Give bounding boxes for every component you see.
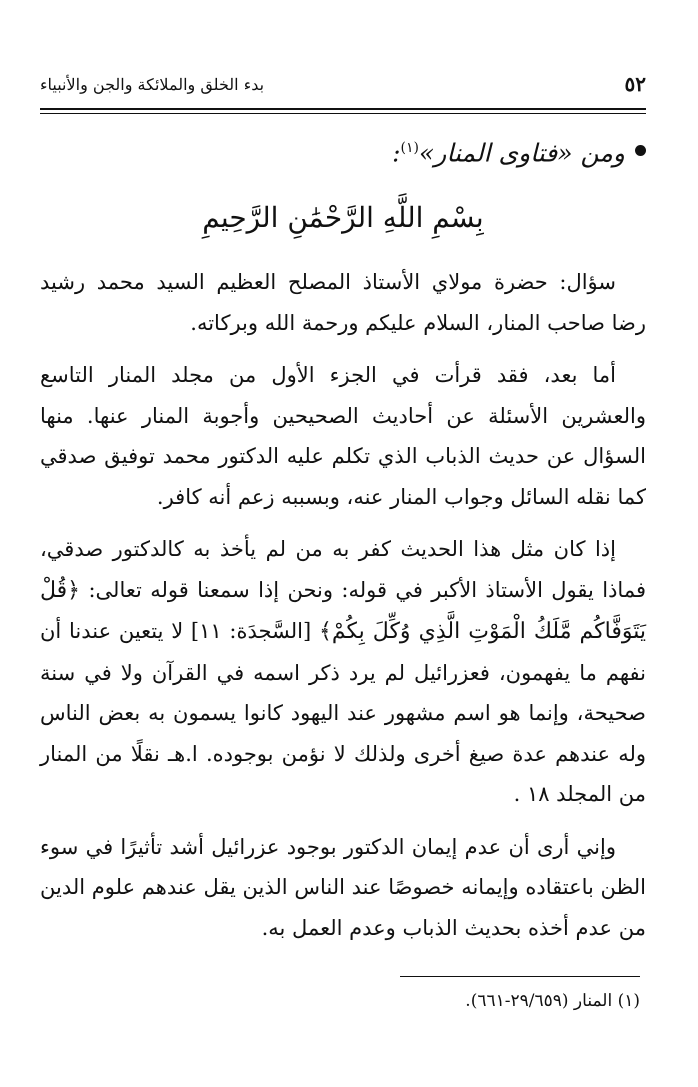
section-heading xyxy=(40,128,646,173)
page-number: ٥٢ xyxy=(624,72,646,96)
basmala: بِسْمِ اللَّهِ الرَّحْمَٰنِ الرَّحِيمِ xyxy=(202,201,484,234)
body-text xyxy=(40,262,646,948)
footnote: (١) المنار (٢٩/٦٥٩-٦٦١). xyxy=(465,991,640,1011)
footnote-rule xyxy=(400,976,640,977)
page-header xyxy=(40,64,646,104)
running-title: بدء الخلق والملائكة والجن والأنبياء xyxy=(40,74,265,94)
paragraph-question: سؤال: حضرة مولاي الأستاذ المصلح العظيم السيد محمد رشيد رضا صاحب المنار، السلام عليكم ورحمة الله وبركاته. xyxy=(40,270,646,335)
paragraph-conclusion: وإني أرى أن عدم إيمان الدكتور بوجود عزرائيل أشد تأثيرًا في سوء الظن باعتقاده وإيمانه خصوصًا عند الناس الذين يقل عندهم علوم الدين من عدم أخذه بحديث الذباب وعدم العمل به. xyxy=(40,834,646,940)
section-heading-text: ومن «فتاوى المنار» xyxy=(419,138,625,168)
paragraph-context: أما بعد، فقد قرأت في الجزء الأول من مجلد المنار التاسع والعشرين الأسئلة عن أحاديث الصحيحين وأجوبة المنار عنها. منها السؤال عن حديث الذباب الذي تكلم عليه الدكتور محمد توفيق صدقي كما نقله السائل وجواب المنار عنه، وبسببه زعم أنه كافر. xyxy=(40,363,646,509)
header-rule xyxy=(40,108,646,110)
header-rule-thin xyxy=(40,113,646,114)
heading-colon: : xyxy=(392,138,401,168)
quran-verse: ﴿قُلْ يَتَوَفَّاكُم مَّلَكُ الْمَوْتِ الَّذِي وُكِّلَ بِكُمْ﴾ xyxy=(40,577,646,644)
paragraph-argument: إذا كان مثل هذا الحديث كفر به من لم يأخذ به كالدكتور صدقي، فماذا يقول الأستاذ الأكبر في قوله: ونحن إذا سمعنا قوله تعالى: ﴿قُلْ يَتَوَفَّاكُم مَّلَكُ الْمَوْتِ الَّذِي وُكِّلَ بِكُمْ﴾ [السَّجدَة: ١١] لا يتعين عندنا أن نفهم ما يفهمون، فعزرائيل لم يرد ذكر اسمه في القرآن ولا في سنة صحيحة، وإنما هو اسم مشهور عند اليهود كانوا يسمون به بعض الناس وله عندهم عدة صيغ أخرى ولذلك لا نؤمن بوجوده. ا.هـ نقلًا من المنار من المجلد ١٨ . xyxy=(40,537,646,806)
bullet-icon xyxy=(635,145,646,156)
footnote-reference: (١) xyxy=(400,140,420,156)
